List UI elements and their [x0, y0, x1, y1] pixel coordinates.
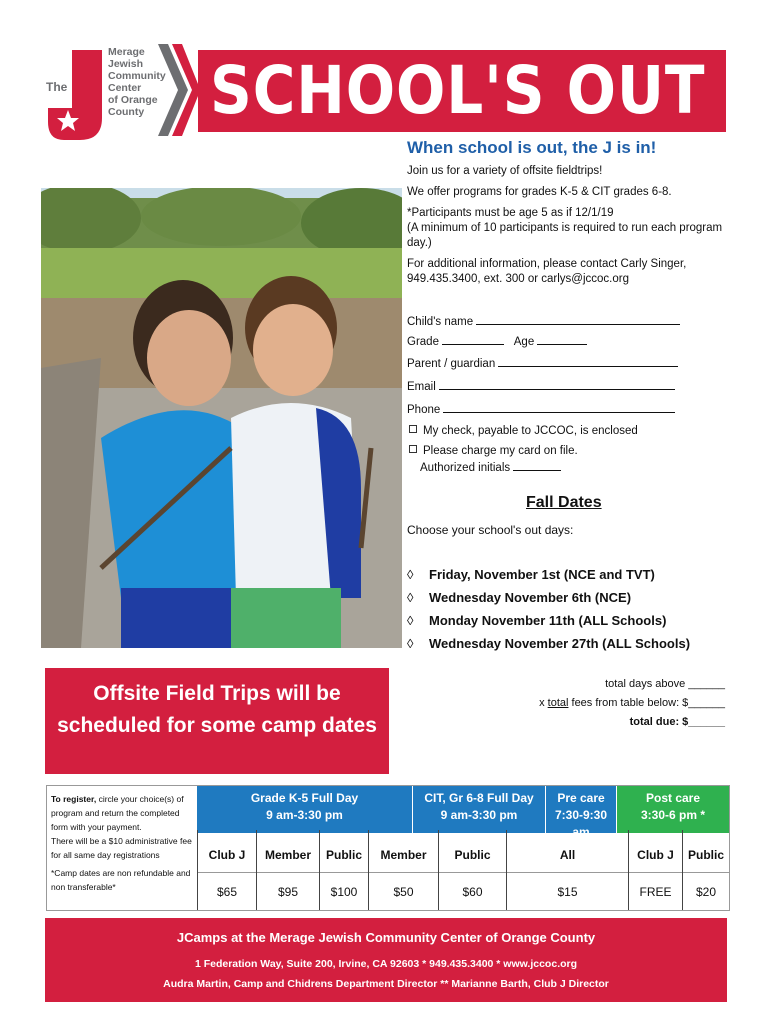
child-name-label: Child's name: [407, 316, 474, 328]
chevron-icon: [158, 44, 198, 136]
initials-field[interactable]: [420, 459, 740, 476]
fees-underlined: total: [547, 697, 569, 709]
info-line: Join us for a variety of offsite fieldtrips!: [407, 165, 603, 177]
logo-the: The: [46, 80, 68, 94]
date-label: Wednesday November 27th (ALL Schools): [429, 636, 691, 651]
card-option[interactable]: [407, 444, 727, 459]
email-blank[interactable]: [439, 378, 675, 390]
child-name-field[interactable]: [407, 313, 727, 330]
pricing-table: [46, 785, 730, 911]
child-name-blank[interactable]: [476, 313, 680, 325]
price-cell[interactable]: $60: [462, 885, 483, 899]
grade-age-field[interactable]: [407, 333, 727, 350]
header-title: Post care: [645, 791, 701, 805]
footer-title: JCamps at the Merage Jewish Community Center of Orange County: [176, 930, 596, 945]
info-line: We offer programs for grades K-5 & CIT grades 6-8.: [407, 186, 672, 198]
info-line: For additional information, please contact Carly Singer, 949.435.3400, ext. 300 or carlys@jccoc.org: [407, 258, 687, 285]
subheader-public: Public: [454, 848, 491, 862]
total-due[interactable]: total due: $______: [629, 716, 725, 728]
offsite-trips-box: [45, 668, 389, 774]
diamond-bullet-icon: ◊: [407, 613, 414, 628]
phone-label: Phone: [407, 404, 441, 416]
price-cell[interactable]: $65: [216, 885, 238, 899]
header-time: 3:30-6 pm *: [640, 808, 706, 822]
reg-rest: circle your choice(s) of program and return the completed form with your payment.: [51, 794, 184, 832]
email-label: Email: [407, 381, 436, 393]
phone-blank[interactable]: [443, 401, 675, 413]
price-cell[interactable]: $15: [557, 885, 578, 899]
admin-fee-note: There will be a $10 administrative fee for all same day registrations: [51, 836, 192, 860]
total-days[interactable]: total days above ______: [605, 678, 725, 690]
header-time: 9 am-3:30 pm: [440, 808, 518, 822]
header-title: Grade K-5 Full Day: [250, 791, 359, 805]
date-label: Friday, November 1st (NCE and TVT): [429, 567, 655, 582]
diamond-bullet-icon: ◊: [407, 636, 414, 651]
phone-field[interactable]: [407, 401, 727, 418]
date-item[interactable]: [407, 613, 666, 628]
subheader-public: Public: [325, 848, 362, 862]
header-post-care: [617, 786, 729, 833]
logo-line: Jewish: [108, 58, 144, 70]
header-time: 7:30-9:30 am: [554, 808, 608, 839]
grade-label: Grade: [407, 336, 439, 348]
checkbox-icon[interactable]: [409, 445, 417, 453]
header-cit: [413, 786, 545, 833]
info-line: (A minimum of 10 participants is required to run each program day.): [407, 222, 723, 249]
subheader-member: Member: [264, 848, 311, 862]
age-label: Age: [513, 336, 535, 348]
logo-line: of Orange: [108, 94, 158, 106]
check-option[interactable]: [407, 424, 727, 439]
checkbox-icon[interactable]: [409, 425, 417, 433]
header-title: Pre care: [557, 791, 605, 805]
header-pre-care: [546, 786, 616, 839]
logo-line: Center: [108, 82, 142, 94]
price-cell[interactable]: $95: [277, 885, 299, 899]
check-label: My check, payable to JCCOC, is enclosed: [423, 425, 638, 437]
footer-directors: Audra Martin, Camp and Chidrens Department Director ** Marianne Barth, Club J Director: [163, 978, 609, 990]
age-blank[interactable]: [537, 333, 587, 345]
diamond-bullet-icon: ◊: [407, 590, 414, 605]
price-cell[interactable]: $100: [330, 885, 358, 899]
logo-line: Community: [108, 70, 166, 82]
price-cell[interactable]: $50: [393, 885, 414, 899]
price-cell[interactable]: FREE: [639, 885, 672, 899]
fall-dates-title: Fall Dates: [526, 494, 602, 511]
fees-post: fees from table below: $______: [568, 697, 725, 709]
date-item[interactable]: [407, 567, 655, 582]
parent-field[interactable]: [407, 355, 727, 372]
date-label: Wednesday November 6th (NCE): [429, 590, 632, 605]
subheader-member: Member: [380, 848, 427, 862]
parent-blank[interactable]: [498, 355, 678, 367]
choose-text: Choose your school's out days:: [407, 523, 574, 537]
initials-blank[interactable]: [513, 459, 561, 471]
fees-pre: x: [539, 697, 548, 709]
footer-address: 1 Federation Way, Suite 200, Irvine, CA 92603 * 949.435.3400 * www.jccoc.org: [194, 958, 578, 970]
total-fees[interactable]: [539, 697, 725, 709]
tagline: When school is out, the J is in!: [407, 138, 657, 157]
logo-line: County: [108, 106, 145, 118]
date-item[interactable]: [407, 636, 690, 651]
header-grade-k5: [197, 786, 412, 833]
parent-label: Parent / guardian: [407, 358, 496, 370]
initials-label: Authorized initials: [420, 462, 511, 474]
info-line: *Participants must be age 5 as if 12/1/19: [407, 207, 614, 219]
date-item[interactable]: [407, 590, 631, 605]
subheader-club-j: Club J: [208, 848, 246, 862]
subheader-public: Public: [687, 848, 724, 862]
footer: [45, 918, 727, 1002]
diamond-bullet-icon: ◊: [407, 567, 414, 582]
date-label: Monday November 11th (ALL Schools): [429, 613, 667, 628]
registration-note: [51, 792, 193, 894]
subheader-club-j: Club J: [637, 848, 674, 862]
grade-blank[interactable]: [442, 333, 504, 345]
price-cell[interactable]: $20: [695, 885, 717, 899]
subheader-all: All: [559, 848, 576, 862]
email-field[interactable]: [407, 378, 727, 395]
banner: [198, 50, 726, 132]
camp-dates-note: *Camp dates are non refundable and non transferable*: [51, 868, 191, 892]
kids-photo: [41, 188, 402, 648]
card-label: Please charge my card on file.: [423, 445, 578, 457]
offsite-trips-text: Offsite Field Trips will be scheduled for some camp dates: [57, 682, 377, 737]
reg-bold: To register,: [51, 794, 97, 804]
logo-line: Merage: [108, 46, 145, 58]
row-divider: [197, 872, 729, 873]
header-title: CIT, Gr 6-8 Full Day: [424, 791, 534, 805]
header-time: 9 am-3:30 pm: [266, 808, 343, 822]
banner-title: SCHOOL'S OUT: [210, 52, 706, 129]
